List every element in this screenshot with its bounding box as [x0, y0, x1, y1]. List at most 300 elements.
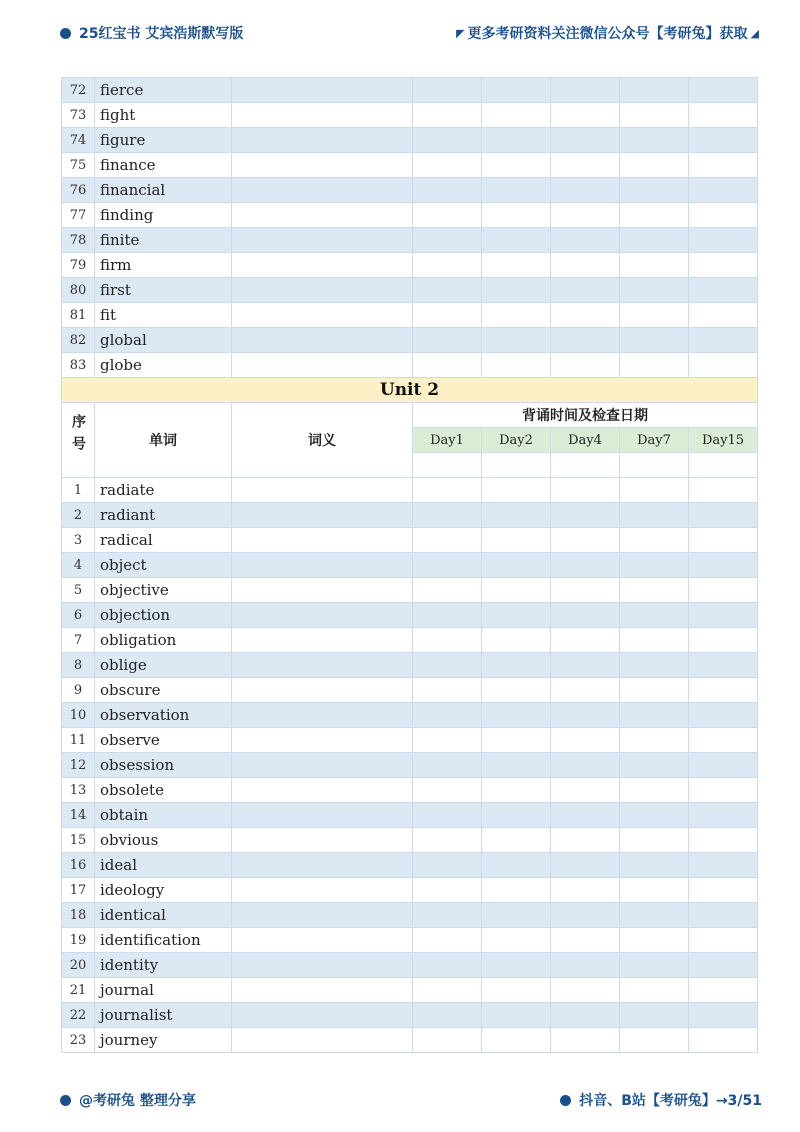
day-check-cell[interactable] — [551, 153, 620, 178]
day-check-cell[interactable] — [620, 503, 689, 528]
day-check-cell[interactable] — [620, 228, 689, 253]
day-check-cell[interactable] — [482, 703, 551, 728]
bullet-dot-icon — [60, 1095, 71, 1106]
day-check-cell[interactable] — [689, 803, 758, 828]
day-check-cell[interactable] — [482, 1028, 551, 1053]
day-check-cell[interactable] — [620, 128, 689, 153]
meaning-cell[interactable] — [232, 528, 413, 553]
meaning-cell[interactable] — [232, 978, 413, 1003]
day-check-cell[interactable] — [413, 303, 482, 328]
day-check-cell[interactable] — [413, 778, 482, 803]
day-check-cell[interactable] — [413, 553, 482, 578]
day-check-cell[interactable] — [413, 528, 482, 553]
meaning-cell[interactable] — [232, 278, 413, 303]
table-row — [62, 928, 758, 953]
meaning-cell[interactable] — [232, 803, 413, 828]
day-check-cell[interactable] — [413, 703, 482, 728]
day-check-cell[interactable] — [689, 478, 758, 503]
day-check-cell[interactable] — [482, 153, 551, 178]
day-check-cell[interactable] — [620, 253, 689, 278]
meaning-cell[interactable] — [232, 953, 413, 978]
day-check-cell[interactable] — [551, 753, 620, 778]
day-check-cell[interactable] — [482, 953, 551, 978]
day-check-cell[interactable] — [620, 803, 689, 828]
row-word: objection — [95, 603, 232, 628]
day-check-cell[interactable] — [689, 503, 758, 528]
row-word: observation — [95, 703, 232, 728]
day-check-cell[interactable] — [551, 928, 620, 953]
row-word: object — [95, 553, 232, 578]
day-check-cell[interactable] — [413, 278, 482, 303]
day-check-cell[interactable] — [482, 553, 551, 578]
header-promo: 更多考研资料关注微信公众号【考研兔】获取 — [467, 26, 748, 42]
row-word: obvious — [95, 828, 232, 853]
day-check-cell[interactable] — [551, 953, 620, 978]
meaning-cell[interactable] — [232, 853, 413, 878]
day-check-cell[interactable] — [689, 853, 758, 878]
table-row — [62, 503, 758, 528]
meaning-cell[interactable] — [232, 703, 413, 728]
row-word: obligation — [95, 628, 232, 653]
day-check-cell[interactable] — [551, 578, 620, 603]
table-row — [62, 78, 758, 103]
bullet-dot-icon — [560, 1095, 571, 1106]
footer-credit: @考研兔 整理分享 — [79, 1093, 196, 1109]
day-check-cell[interactable] — [482, 778, 551, 803]
day-check-cell[interactable] — [413, 128, 482, 153]
meaning-cell[interactable] — [232, 153, 413, 178]
table-row — [62, 578, 758, 603]
day-check-cell[interactable] — [413, 628, 482, 653]
day-check-cell[interactable] — [620, 728, 689, 753]
meaning-cell[interactable] — [232, 103, 413, 128]
day-check-cell[interactable] — [620, 78, 689, 103]
meaning-cell[interactable] — [232, 1003, 413, 1028]
day-check-cell[interactable] — [413, 253, 482, 278]
page-header — [0, 21, 800, 45]
row-number: 13 — [62, 778, 95, 803]
row-number: 18 — [62, 903, 95, 928]
meaning-cell[interactable] — [232, 1028, 413, 1053]
day-check-cell[interactable] — [689, 928, 758, 953]
day-check-cell[interactable] — [551, 478, 620, 503]
col-word-header: 单词 — [95, 403, 232, 478]
row-number: 19 — [62, 928, 95, 953]
day-check-cell[interactable] — [551, 978, 620, 1003]
row-number: 77 — [62, 203, 95, 228]
day-check-cell[interactable] — [620, 103, 689, 128]
day-check-cell[interactable] — [620, 828, 689, 853]
day-check-cell[interactable] — [620, 878, 689, 903]
day-check-cell[interactable] — [413, 678, 482, 703]
day-check-cell[interactable] — [413, 578, 482, 603]
row-word: fierce — [95, 78, 232, 103]
day-check-cell[interactable] — [551, 678, 620, 703]
day-check-cell[interactable] — [413, 103, 482, 128]
table-row — [62, 828, 758, 853]
day-check-cell[interactable] — [482, 353, 551, 378]
table-row — [62, 1028, 758, 1053]
day-check-cell[interactable] — [482, 78, 551, 103]
row-word: first — [95, 278, 232, 303]
meaning-cell[interactable] — [232, 228, 413, 253]
day-check-cell[interactable] — [551, 353, 620, 378]
day-check-cell[interactable] — [689, 203, 758, 228]
row-word: observe — [95, 728, 232, 753]
day-check-cell[interactable] — [551, 853, 620, 878]
day-check-cell[interactable] — [689, 603, 758, 628]
day-check-cell[interactable] — [689, 1003, 758, 1028]
day-check-cell[interactable] — [413, 478, 482, 503]
day-check-cell[interactable] — [413, 653, 482, 678]
day-check-cell[interactable] — [482, 478, 551, 503]
day-check-cell[interactable] — [689, 303, 758, 328]
day-check-cell[interactable] — [689, 78, 758, 103]
day-check-cell[interactable] — [620, 853, 689, 878]
day-check-cell[interactable] — [482, 603, 551, 628]
day-check-cell[interactable] — [413, 503, 482, 528]
day-check-cell[interactable] — [620, 178, 689, 203]
col-day1: Day1 — [413, 428, 482, 453]
page-footer — [0, 1088, 800, 1112]
row-word: ideal — [95, 853, 232, 878]
row-number: 11 — [62, 728, 95, 753]
row-number: 2 — [62, 503, 95, 528]
day-check-cell[interactable] — [620, 528, 689, 553]
row-word: obsolete — [95, 778, 232, 803]
day-check-cell[interactable] — [413, 903, 482, 928]
day-check-cell[interactable] — [413, 953, 482, 978]
table-row — [62, 803, 758, 828]
col-index-label: 序号 — [70, 413, 86, 458]
day-check-cell[interactable] — [482, 653, 551, 678]
row-number: 1 — [62, 478, 95, 503]
row-number: 23 — [62, 1028, 95, 1053]
day-check-cell[interactable] — [413, 228, 482, 253]
day-check-cell[interactable] — [689, 828, 758, 853]
table-row — [62, 278, 758, 303]
meaning-cell[interactable] — [232, 678, 413, 703]
day-check-cell[interactable] — [689, 1028, 758, 1053]
day-check-cell[interactable] — [413, 353, 482, 378]
meaning-cell[interactable] — [232, 178, 413, 203]
table-row — [62, 628, 758, 653]
day-check-cell[interactable] — [689, 778, 758, 803]
meaning-cell[interactable] — [232, 503, 413, 528]
day-check-cell[interactable] — [551, 328, 620, 353]
day-check-cell[interactable] — [689, 178, 758, 203]
day-check-cell[interactable] — [413, 753, 482, 778]
meaning-cell[interactable] — [232, 753, 413, 778]
day-check-cell[interactable] — [620, 478, 689, 503]
day-check-cell[interactable] — [413, 1003, 482, 1028]
day-check-cell[interactable] — [689, 578, 758, 603]
header-right — [453, 21, 762, 45]
day-check-cell[interactable] — [551, 303, 620, 328]
day-check-cell[interactable] — [689, 553, 758, 578]
day-check-cell[interactable] — [482, 678, 551, 703]
table-row — [62, 303, 758, 328]
day-check-cell[interactable] — [620, 353, 689, 378]
day-check-cell[interactable] — [551, 603, 620, 628]
day-check-cell[interactable] — [689, 353, 758, 378]
meaning-cell[interactable] — [232, 328, 413, 353]
day-check-cell[interactable] — [413, 728, 482, 753]
day-check-cell[interactable] — [689, 228, 758, 253]
day-check-cell[interactable] — [413, 803, 482, 828]
table-row — [62, 753, 758, 778]
table-row — [62, 153, 758, 178]
meaning-cell[interactable] — [232, 878, 413, 903]
day-check-cell[interactable] — [413, 828, 482, 853]
day-check-cell[interactable] — [413, 853, 482, 878]
row-number: 17 — [62, 878, 95, 903]
row-word: identical — [95, 903, 232, 928]
row-word: oblige — [95, 653, 232, 678]
table-row — [62, 953, 758, 978]
day-check-cell[interactable] — [482, 128, 551, 153]
day-check-cell[interactable] — [482, 578, 551, 603]
row-word: financial — [95, 178, 232, 203]
meaning-cell[interactable] — [232, 778, 413, 803]
day-check-cell[interactable] — [551, 653, 620, 678]
row-number: 15 — [62, 828, 95, 853]
day-check-cell[interactable] — [413, 328, 482, 353]
day-check-cell[interactable] — [620, 703, 689, 728]
day-check-cell[interactable] — [689, 728, 758, 753]
table-row — [62, 478, 758, 503]
day-check-cell[interactable] — [551, 178, 620, 203]
meaning-cell[interactable] — [232, 253, 413, 278]
row-word: identification — [95, 928, 232, 953]
day-check-cell[interactable] — [482, 103, 551, 128]
day-check-cell[interactable] — [620, 153, 689, 178]
day-check-cell[interactable] — [689, 103, 758, 128]
table-row — [62, 128, 758, 153]
meaning-cell[interactable] — [232, 203, 413, 228]
table-row — [62, 253, 758, 278]
day-check-cell[interactable] — [689, 528, 758, 553]
day-check-cell[interactable] — [551, 78, 620, 103]
day-check-cell[interactable] — [551, 778, 620, 803]
meaning-cell[interactable] — [232, 903, 413, 928]
meaning-cell[interactable] — [232, 653, 413, 678]
day-check-cell[interactable] — [620, 753, 689, 778]
unit2-rows — [62, 478, 758, 1053]
row-number: 78 — [62, 228, 95, 253]
day-check-cell[interactable] — [551, 228, 620, 253]
day-check-cell[interactable] — [551, 828, 620, 853]
day-check-cell[interactable] — [482, 928, 551, 953]
row-word: figure — [95, 128, 232, 153]
row-word: radiant — [95, 503, 232, 528]
day-check-cell[interactable] — [482, 803, 551, 828]
day-check-cell[interactable] — [413, 603, 482, 628]
day-check-cell[interactable] — [620, 928, 689, 953]
day-check-cell[interactable] — [551, 103, 620, 128]
day-check-cell[interactable] — [482, 1003, 551, 1028]
table-row — [62, 603, 758, 628]
day-check-cell[interactable] — [620, 653, 689, 678]
meaning-cell[interactable] — [232, 728, 413, 753]
day-check-cell[interactable] — [482, 628, 551, 653]
row-word: finance — [95, 153, 232, 178]
day-check-cell[interactable] — [482, 978, 551, 1003]
day-check-cell[interactable] — [482, 728, 551, 753]
day-check-cell[interactable] — [482, 528, 551, 553]
day-check-cell[interactable] — [620, 678, 689, 703]
table-row — [62, 903, 758, 928]
day-check-cell[interactable] — [482, 878, 551, 903]
day-check-cell[interactable] — [689, 978, 758, 1003]
day-check-cell[interactable] — [620, 578, 689, 603]
meaning-cell[interactable] — [232, 628, 413, 653]
col-schedule-header: 背诵时间及检查日期 — [413, 403, 758, 428]
day-check-cell[interactable] — [482, 178, 551, 203]
day-check-cell[interactable] — [620, 1028, 689, 1053]
day-check-cell[interactable] — [689, 903, 758, 928]
day-check-cell[interactable] — [620, 903, 689, 928]
row-number: 81 — [62, 303, 95, 328]
meaning-cell[interactable] — [232, 128, 413, 153]
day-check-cell[interactable] — [482, 853, 551, 878]
day-check-cell[interactable] — [482, 828, 551, 853]
day-check-cell[interactable] — [551, 878, 620, 903]
row-number: 72 — [62, 78, 95, 103]
bullet-dot-icon — [60, 28, 71, 39]
day-check-cell[interactable] — [620, 603, 689, 628]
row-number: 73 — [62, 103, 95, 128]
footer-right — [560, 1088, 762, 1112]
day-check-cell[interactable] — [413, 978, 482, 1003]
row-word: ideology — [95, 878, 232, 903]
day-check-cell[interactable] — [482, 328, 551, 353]
table-row — [62, 228, 758, 253]
row-word: obsession — [95, 753, 232, 778]
meaning-cell[interactable] — [232, 578, 413, 603]
meaning-cell[interactable] — [232, 828, 413, 853]
day-check-cell[interactable] — [413, 178, 482, 203]
day-check-cell[interactable] — [620, 203, 689, 228]
day-check-cell[interactable] — [551, 1028, 620, 1053]
day-check-cell[interactable] — [620, 278, 689, 303]
row-number: 75 — [62, 153, 95, 178]
day-check-cell[interactable] — [551, 278, 620, 303]
day-check-cell[interactable] — [551, 628, 620, 653]
day-check-cell[interactable] — [551, 253, 620, 278]
table-row — [62, 103, 758, 128]
day-check-cell[interactable] — [689, 703, 758, 728]
day-check-cell[interactable] — [482, 228, 551, 253]
day-check-cell[interactable] — [551, 703, 620, 728]
day-check-cell[interactable] — [551, 903, 620, 928]
col-day4: Day4 — [551, 428, 620, 453]
day-check-cell[interactable] — [482, 303, 551, 328]
table-row — [62, 328, 758, 353]
day-check-cell[interactable] — [689, 753, 758, 778]
row-word: finite — [95, 228, 232, 253]
row-word: firm — [95, 253, 232, 278]
day-check-cell[interactable] — [689, 128, 758, 153]
day-check-cell[interactable] — [413, 1028, 482, 1053]
header-left — [60, 21, 243, 45]
meaning-cell[interactable] — [232, 603, 413, 628]
day-check-cell[interactable] — [551, 728, 620, 753]
day-check-cell[interactable] — [482, 903, 551, 928]
day-check-cell[interactable] — [689, 953, 758, 978]
day-check-cell[interactable] — [482, 203, 551, 228]
row-number: 7 — [62, 628, 95, 653]
triangle-right-icon: ◢ — [750, 26, 759, 40]
row-word: radical — [95, 528, 232, 553]
table-row — [62, 703, 758, 728]
row-number: 79 — [62, 253, 95, 278]
day-check-cell[interactable] — [551, 203, 620, 228]
day-check-cell[interactable] — [482, 753, 551, 778]
day-check-cell[interactable] — [689, 653, 758, 678]
table-row — [62, 978, 758, 1003]
day-check-cell[interactable] — [413, 153, 482, 178]
row-word: finding — [95, 203, 232, 228]
day-check-cell[interactable] — [689, 153, 758, 178]
table-row — [62, 553, 758, 578]
day-check-cell[interactable] — [551, 128, 620, 153]
day-check-cell[interactable] — [620, 628, 689, 653]
row-word: global — [95, 328, 232, 353]
row-number: 22 — [62, 1003, 95, 1028]
row-number: 8 — [62, 653, 95, 678]
day-check-cell[interactable] — [689, 628, 758, 653]
day-check-cell[interactable] — [689, 678, 758, 703]
day-check-cell[interactable] — [482, 253, 551, 278]
meaning-cell[interactable] — [232, 553, 413, 578]
day-check-cell[interactable] — [413, 878, 482, 903]
meaning-cell[interactable] — [232, 303, 413, 328]
table-header-row — [62, 403, 758, 428]
day-check-cell[interactable] — [482, 278, 551, 303]
unit-title: Unit 2 — [62, 378, 758, 403]
day-check-cell[interactable] — [551, 803, 620, 828]
day-check-cell[interactable] — [689, 278, 758, 303]
unit-title-row — [62, 378, 758, 403]
day-check-cell[interactable] — [413, 928, 482, 953]
row-word: journalist — [95, 1003, 232, 1028]
meaning-cell[interactable] — [232, 928, 413, 953]
table-row — [62, 1003, 758, 1028]
day-check-cell[interactable] — [620, 953, 689, 978]
day-check-cell[interactable] — [413, 78, 482, 103]
day-check-cell[interactable] — [482, 503, 551, 528]
day-check-cell[interactable] — [551, 1003, 620, 1028]
day-check-cell[interactable] — [620, 1003, 689, 1028]
day-check-cell[interactable] — [620, 978, 689, 1003]
day-check-cell[interactable] — [551, 503, 620, 528]
day-check-cell[interactable] — [689, 253, 758, 278]
day-check-cell[interactable] — [620, 778, 689, 803]
day-check-cell[interactable] — [689, 878, 758, 903]
meaning-cell[interactable] — [232, 353, 413, 378]
day-check-cell[interactable] — [551, 553, 620, 578]
table-row — [62, 353, 758, 378]
day-check-cell[interactable] — [620, 303, 689, 328]
day-check-cell[interactable] — [413, 203, 482, 228]
day-check-cell[interactable] — [551, 528, 620, 553]
day-check-cell[interactable] — [689, 328, 758, 353]
day-check-cell[interactable] — [620, 328, 689, 353]
day-check-cell[interactable] — [620, 553, 689, 578]
meaning-cell[interactable] — [232, 78, 413, 103]
meaning-cell[interactable] — [232, 478, 413, 503]
